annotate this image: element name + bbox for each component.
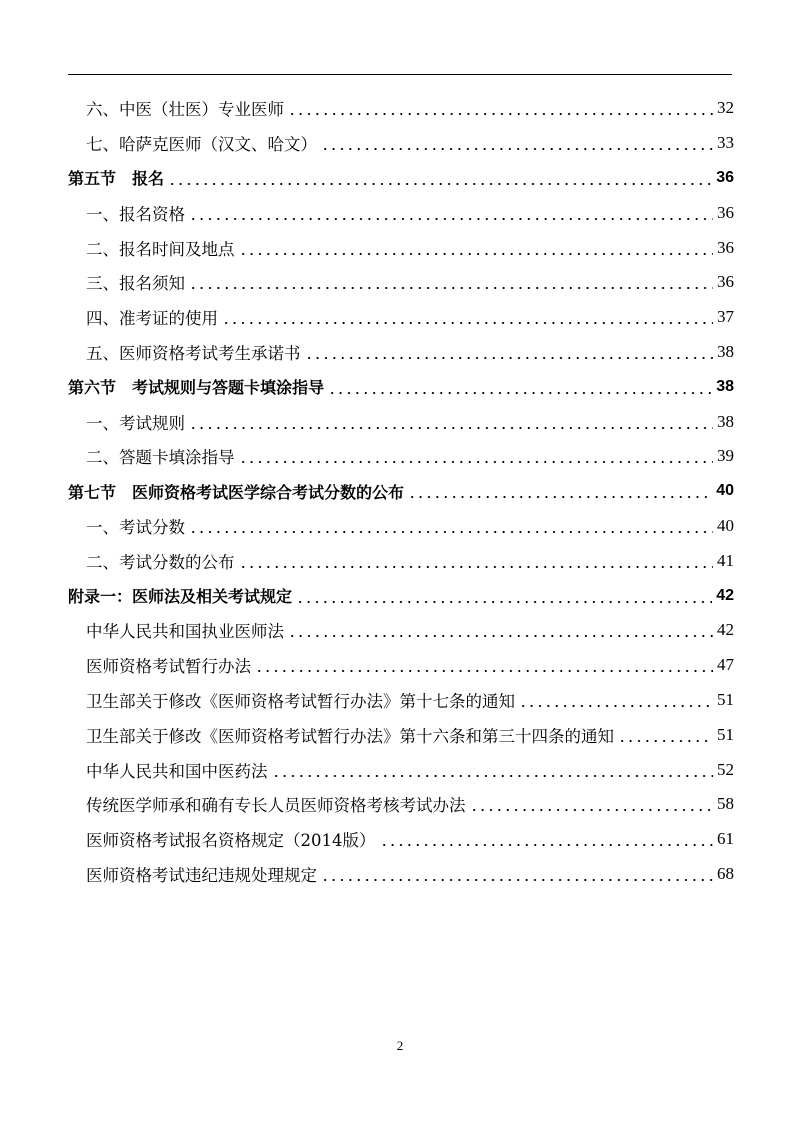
toc-entry-page: 36 bbox=[717, 272, 734, 292]
toc-leader-dots bbox=[305, 350, 714, 360]
toc-subentry[interactable] bbox=[68, 509, 734, 544]
toc-entry-page: 36 bbox=[716, 168, 734, 186]
toc-entry-title: 中华人民共和国中医药法 bbox=[86, 758, 272, 782]
toc-leader-dots bbox=[470, 802, 714, 812]
toc-leader-dots bbox=[272, 768, 714, 778]
toc-leader-dots bbox=[519, 698, 713, 708]
toc-entry-page: 38 bbox=[716, 377, 734, 395]
toc-entry-title: 传统医学师承和确有专长人员医师资格考核考试办法 bbox=[86, 792, 470, 816]
toc-entry-page: 37 bbox=[717, 307, 734, 327]
toc-entry-title: 医师资格考试暂行办法 bbox=[86, 653, 255, 677]
toc-entry-page: 36 bbox=[717, 202, 734, 222]
toc-entry-title: 二、答题卡填涂指导 bbox=[86, 444, 239, 468]
toc-subentry[interactable] bbox=[68, 195, 734, 230]
toc-subentry[interactable] bbox=[68, 648, 734, 683]
toc-entry-page: 40 bbox=[716, 482, 734, 500]
toc-entry-title: 卫生部关于修改《医师资格考试暂行办法》第十六条和第三十四条的通知 bbox=[86, 723, 618, 747]
toc-entry-title: 第五节 报名 bbox=[68, 166, 168, 189]
toc-leader-dots bbox=[189, 280, 713, 290]
toc-entry-page: 41 bbox=[717, 550, 734, 570]
toc-subentry[interactable] bbox=[68, 683, 734, 718]
toc-leader-dots bbox=[189, 211, 713, 221]
toc-subentry[interactable] bbox=[68, 404, 734, 439]
toc-subentry[interactable] bbox=[68, 717, 734, 752]
toc-entry-title: 第六节 考试规则与答题卡填涂指导 bbox=[68, 375, 328, 398]
toc-entry-page: 61 bbox=[717, 829, 734, 849]
toc-subentry[interactable] bbox=[68, 857, 734, 892]
toc-entry-title: 二、考试分数的公布 bbox=[86, 549, 239, 573]
toc-entry-title: 附录一：医师法及相关考试规定 bbox=[68, 584, 296, 607]
toc-subentry[interactable] bbox=[68, 787, 734, 822]
table-of-contents bbox=[68, 91, 734, 891]
toc-entry-page: 38 bbox=[717, 341, 734, 361]
toc-entry-page: 40 bbox=[717, 515, 734, 535]
toc-entry-title: 医师资格考试违纪违规处理规定 bbox=[86, 862, 321, 886]
toc-entry-page: 68 bbox=[717, 863, 734, 883]
toc-subentry[interactable] bbox=[68, 265, 734, 300]
toc-entry-title: 七、哈萨克医师（汉文、哈文） bbox=[86, 131, 321, 155]
toc-entry-page: 42 bbox=[716, 586, 734, 604]
toc-leader-dots bbox=[408, 489, 712, 499]
page-number: 2 bbox=[396, 1038, 404, 1053]
toc-entry-title: 三、报名须知 bbox=[86, 270, 189, 294]
toc-entry-page: 42 bbox=[717, 620, 734, 640]
toc-leader-dots bbox=[321, 872, 713, 882]
toc-subentry[interactable] bbox=[68, 230, 734, 265]
toc-entry-page: 36 bbox=[717, 237, 734, 257]
toc-entry-page: 51 bbox=[717, 724, 734, 744]
toc-leader-dots bbox=[288, 106, 713, 116]
toc-entry-title: 一、考试分数 bbox=[86, 514, 189, 538]
toc-subentry[interactable] bbox=[68, 126, 734, 161]
toc-leader-dots bbox=[296, 594, 712, 604]
toc-section-entry[interactable] bbox=[68, 369, 734, 404]
toc-entry-page: 58 bbox=[717, 794, 734, 814]
toc-subentry[interactable] bbox=[68, 613, 734, 648]
toc-leader-dots bbox=[239, 559, 714, 569]
toc-leader-dots bbox=[321, 141, 713, 151]
toc-section-entry[interactable] bbox=[68, 474, 734, 509]
toc-leader-dots bbox=[618, 733, 713, 743]
toc-entry-page: 32 bbox=[717, 98, 734, 118]
toc-leader-dots bbox=[189, 524, 713, 534]
toc-entry-title: 五、医师资格考试考生承诺书 bbox=[86, 340, 305, 364]
toc-subentry[interactable] bbox=[68, 752, 734, 787]
toc-entry-title: 一、报名资格 bbox=[86, 201, 189, 225]
toc-entry-title: 四、准考证的使用 bbox=[86, 305, 222, 329]
toc-subentry[interactable] bbox=[68, 335, 734, 370]
toc-subentry[interactable] bbox=[68, 300, 734, 335]
toc-entry-page: 52 bbox=[717, 759, 734, 779]
toc-leader-dots bbox=[222, 315, 713, 325]
toc-entry-page: 33 bbox=[717, 133, 734, 153]
toc-subentry[interactable] bbox=[68, 543, 734, 578]
toc-leader-dots bbox=[239, 454, 714, 464]
toc-leader-dots bbox=[239, 246, 714, 256]
toc-entry-title: 一、考试规则 bbox=[86, 410, 189, 434]
toc-leader-dots bbox=[288, 628, 713, 638]
toc-entry-title: 二、报名时间及地点 bbox=[86, 236, 239, 260]
toc-entry-page: 38 bbox=[717, 411, 734, 431]
header-rule bbox=[68, 74, 732, 75]
toc-entry-title: 第七节 医师资格考试医学综合考试分数的公布 bbox=[68, 480, 408, 503]
toc-leader-dots bbox=[168, 176, 712, 186]
toc-section-entry[interactable] bbox=[68, 161, 734, 196]
toc-leader-dots bbox=[189, 420, 713, 430]
toc-entry-page: 39 bbox=[717, 446, 734, 466]
toc-leader-dots bbox=[328, 385, 712, 395]
toc-section-entry[interactable] bbox=[68, 578, 734, 613]
toc-subentry[interactable] bbox=[68, 822, 734, 857]
toc-entry-page: 47 bbox=[717, 655, 734, 675]
toc-subentry[interactable] bbox=[68, 91, 734, 126]
toc-entry-title: 医师资格考试报名资格规定（2014版） bbox=[86, 827, 380, 851]
toc-entry-page: 51 bbox=[717, 689, 734, 709]
toc-subentry[interactable] bbox=[68, 439, 734, 474]
toc-leader-dots bbox=[255, 663, 713, 673]
toc-entry-title: 中华人民共和国执业医师法 bbox=[86, 618, 288, 642]
toc-entry-title: 六、中医（壮医）专业医师 bbox=[86, 96, 288, 120]
toc-entry-title: 卫生部关于修改《医师资格考试暂行办法》第十七条的通知 bbox=[86, 688, 519, 712]
toc-leader-dots bbox=[380, 837, 714, 847]
